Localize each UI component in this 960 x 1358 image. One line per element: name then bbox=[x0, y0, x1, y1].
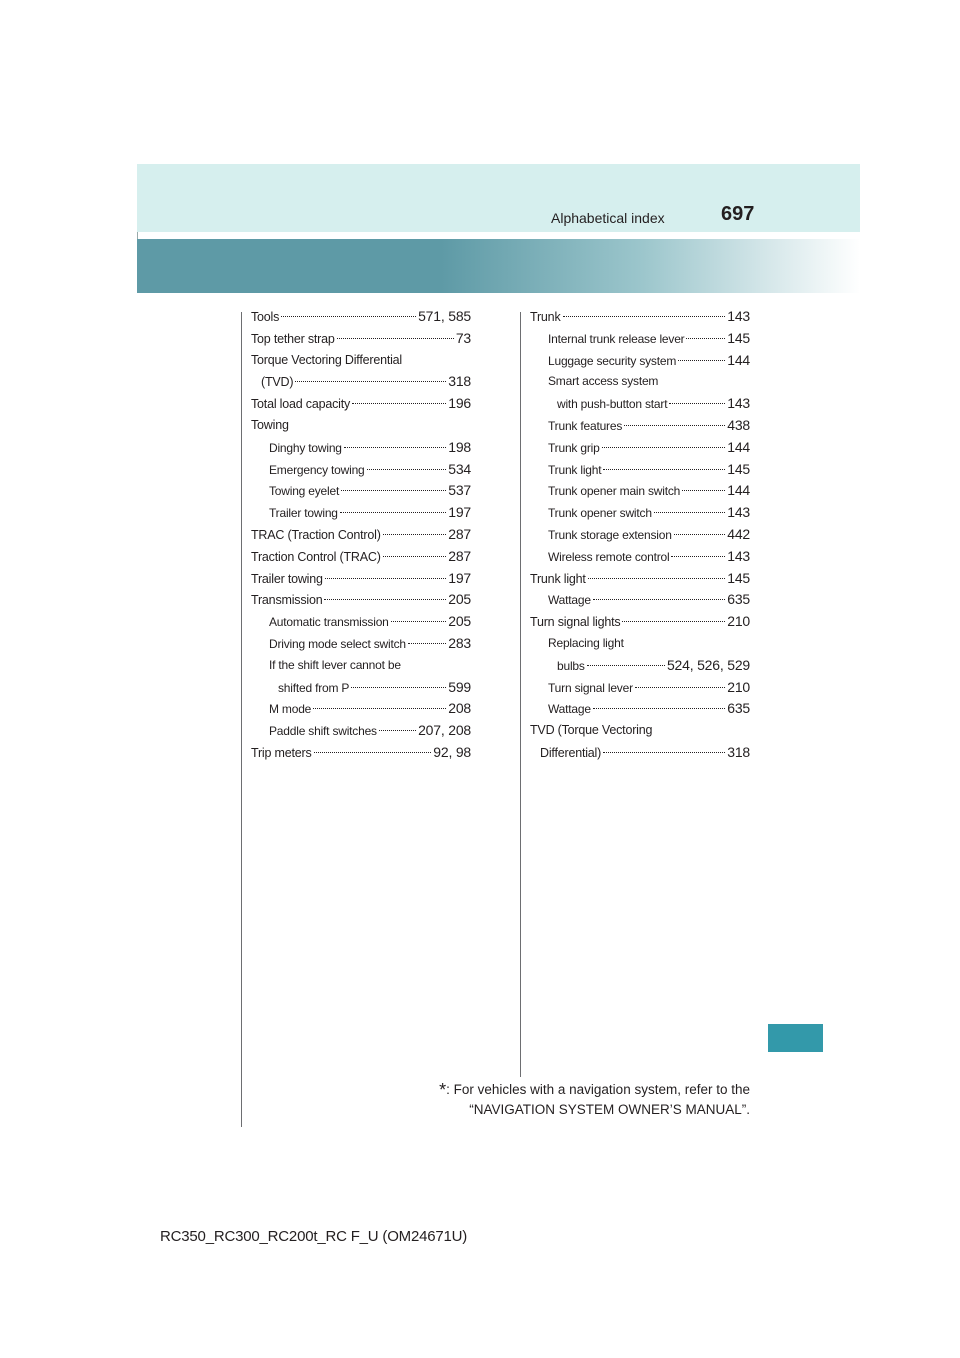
index-entry-page[interactable]: 144 bbox=[727, 351, 750, 368]
left-margin-rule bbox=[241, 312, 242, 1127]
index-entry bbox=[251, 677, 471, 699]
index-entry bbox=[251, 611, 471, 633]
index-column-right bbox=[530, 306, 750, 764]
index-entry bbox=[251, 546, 471, 568]
index-entry bbox=[530, 306, 750, 328]
index-entry-page[interactable]: 318 bbox=[727, 743, 750, 760]
index-entry bbox=[530, 568, 750, 590]
index-entry bbox=[530, 698, 750, 720]
index-entry bbox=[251, 393, 471, 415]
index-entry-page[interactable]: 287 bbox=[448, 525, 471, 542]
index-entry-text: (TVD) bbox=[261, 375, 294, 390]
index-entry-text: Turn signal lever bbox=[548, 680, 633, 695]
index-entry-text: Driving mode select switch bbox=[269, 636, 406, 651]
index-entry-text: Replacing light bbox=[548, 635, 624, 650]
index-entry-text: with push-button start bbox=[557, 397, 668, 412]
leader-dots bbox=[379, 730, 416, 731]
index-entry-page[interactable]: 635 bbox=[727, 700, 750, 717]
index-entry-page[interactable]: 145 bbox=[727, 329, 750, 346]
leader-dots bbox=[593, 599, 725, 600]
index-entry bbox=[251, 371, 471, 393]
leader-dots bbox=[588, 578, 726, 579]
index-entry bbox=[530, 720, 750, 742]
index-entry-text: Trip meters bbox=[251, 745, 312, 760]
index-entry-page[interactable]: 143 bbox=[727, 547, 750, 564]
index-entry bbox=[251, 568, 471, 590]
index-entry-page[interactable]: 210 bbox=[727, 678, 750, 695]
leader-dots bbox=[669, 403, 725, 404]
index-entry-text: Smart access system bbox=[548, 374, 659, 389]
index-entry-text: TVD (Torque Vectoring bbox=[530, 723, 653, 738]
index-entry-text: shifted from P bbox=[278, 680, 350, 695]
leader-dots bbox=[624, 425, 725, 426]
index-entry bbox=[530, 459, 750, 481]
index-entry bbox=[251, 350, 471, 372]
index-entry-page[interactable]: 198 bbox=[448, 438, 471, 455]
index-entry-text: Internal trunk release lever bbox=[548, 331, 685, 346]
model-code: RC350_RC300_RC200t_RC F_U (OM24671U) bbox=[160, 1228, 468, 1245]
index-entry-text: Transmission bbox=[251, 593, 323, 608]
index-entry-text: If the shift lever cannot be bbox=[269, 657, 401, 672]
index-entry-page[interactable]: 73 bbox=[455, 329, 471, 346]
index-entry-text: Trunk light bbox=[530, 571, 586, 586]
footnote bbox=[439, 1080, 750, 1119]
leader-dots bbox=[351, 687, 446, 688]
index-entry-text: M mode bbox=[269, 702, 312, 717]
index-entry-text: Traction Control (TRAC) bbox=[251, 549, 381, 564]
index-entry-page[interactable]: 197 bbox=[448, 504, 471, 521]
index-column-left bbox=[251, 306, 471, 764]
index-entry-page[interactable]: 207, 208 bbox=[418, 722, 471, 739]
index-entry bbox=[251, 328, 471, 350]
index-entry-text: Trunk opener switch bbox=[548, 506, 652, 521]
page-title: Alphabetical index bbox=[551, 210, 665, 226]
index-entry bbox=[530, 480, 750, 502]
index-entry-page[interactable]: 318 bbox=[448, 373, 471, 390]
index-entry bbox=[530, 546, 750, 568]
leader-dots bbox=[671, 556, 725, 557]
index-entry bbox=[251, 480, 471, 502]
footnote-line-2: “NAVIGATION SYSTEM OWNER’S MANUAL”. bbox=[469, 1102, 750, 1117]
index-entry-text: Differential) bbox=[540, 745, 602, 760]
leader-dots bbox=[674, 534, 726, 535]
index-entry-page[interactable]: 210 bbox=[727, 613, 750, 630]
index-entry bbox=[251, 655, 471, 677]
leader-dots bbox=[324, 599, 446, 600]
index-entry-page[interactable]: 205 bbox=[448, 613, 471, 630]
index-entry-text: TRAC (Traction Control) bbox=[251, 527, 381, 542]
index-entry bbox=[251, 742, 471, 764]
leader-dots bbox=[408, 643, 446, 644]
index-entry bbox=[530, 633, 750, 655]
index-entry bbox=[530, 371, 750, 393]
index-entry bbox=[251, 459, 471, 481]
index-entry bbox=[530, 502, 750, 524]
leader-dots bbox=[654, 512, 725, 513]
index-entry-page[interactable]: 537 bbox=[448, 482, 471, 499]
index-entry-page[interactable]: 145 bbox=[727, 460, 750, 477]
leader-dots bbox=[622, 621, 725, 622]
leader-dots bbox=[340, 512, 446, 513]
index-entry-text: Towing bbox=[251, 417, 289, 432]
leader-dots bbox=[603, 752, 725, 753]
index-entry-page[interactable]: 143 bbox=[727, 395, 750, 412]
index-entry-text: Towing eyelet bbox=[269, 484, 340, 499]
index-entry-text: Total load capacity bbox=[251, 397, 351, 412]
index-entry-text: Trunk storage extension bbox=[548, 527, 672, 542]
leader-dots bbox=[295, 381, 446, 382]
leader-dots bbox=[682, 490, 725, 491]
index-entry-page[interactable]: 571, 585 bbox=[418, 308, 471, 324]
column-divider bbox=[520, 312, 521, 1077]
index-entry bbox=[251, 502, 471, 524]
leader-dots bbox=[635, 687, 725, 688]
leader-dots bbox=[593, 708, 725, 709]
index-entry-text: Trunk grip bbox=[548, 440, 600, 455]
index-entry bbox=[251, 306, 471, 328]
leader-dots bbox=[383, 534, 447, 535]
leader-dots bbox=[678, 360, 725, 361]
leader-dots bbox=[383, 556, 447, 557]
header-divider bbox=[137, 232, 138, 239]
leader-dots bbox=[352, 403, 446, 404]
index-entry-page[interactable]: 145 bbox=[727, 569, 750, 586]
index-entry-page[interactable]: 144 bbox=[727, 482, 750, 499]
leader-dots bbox=[563, 316, 726, 317]
index-entry bbox=[251, 589, 471, 611]
leader-dots bbox=[313, 708, 446, 709]
index-entry-page[interactable]: 534 bbox=[448, 460, 471, 477]
index-entry-page[interactable]: 283 bbox=[448, 634, 471, 651]
page-number: 697 bbox=[721, 203, 755, 225]
leader-dots bbox=[367, 469, 447, 470]
index-entry-text: Automatic transmission bbox=[269, 615, 389, 630]
index-entry-text: Trailer towing bbox=[269, 506, 338, 521]
index-entry-text: Turn signal lights bbox=[530, 615, 621, 630]
index-entry-text: Tools bbox=[251, 310, 280, 324]
index-entry-text: Trunk features bbox=[548, 418, 623, 433]
index-entry-page[interactable]: 438 bbox=[727, 416, 750, 433]
index-entry-text: Top tether strap bbox=[251, 331, 335, 346]
index-entry-page[interactable]: 287 bbox=[448, 547, 471, 564]
leader-dots bbox=[325, 578, 446, 579]
index-entry-text: Trunk opener main switch bbox=[548, 484, 681, 499]
index-entry bbox=[251, 415, 471, 437]
leader-dots bbox=[603, 469, 725, 470]
leader-dots bbox=[344, 447, 446, 448]
index-entry bbox=[251, 698, 471, 720]
index-entry-text: Dinghy towing bbox=[269, 440, 342, 455]
index-entry-text: Emergency towing bbox=[269, 462, 365, 477]
index-entry-page[interactable]: 144 bbox=[727, 438, 750, 455]
index-entry-page[interactable]: 205 bbox=[448, 591, 471, 608]
index-entry-page[interactable]: 92, 98 bbox=[433, 743, 471, 760]
leader-dots bbox=[314, 752, 432, 753]
index-entry bbox=[251, 524, 471, 546]
index-entry-page[interactable]: 197 bbox=[448, 569, 471, 586]
leader-dots bbox=[341, 490, 446, 491]
index-entry bbox=[251, 633, 471, 655]
index-entry-text: Paddle shift switches bbox=[269, 724, 377, 739]
index-entry-page[interactable]: 196 bbox=[448, 395, 471, 412]
index-entry bbox=[530, 437, 750, 459]
index-entry-text: Luggage security system bbox=[548, 353, 677, 368]
index-entry-page[interactable]: 524, 526, 529 bbox=[666, 656, 750, 673]
leader-dots bbox=[337, 338, 454, 339]
leader-dots bbox=[587, 665, 665, 666]
index-entry-page[interactable]: 143 bbox=[727, 308, 750, 324]
footnote-line-1: : For vehicles with a navigation system, refer to the bbox=[446, 1082, 750, 1097]
index-entry bbox=[530, 589, 750, 611]
decorative-gradient-band bbox=[137, 239, 860, 293]
index-entry-text: Trunk light bbox=[548, 462, 602, 477]
index-entry bbox=[530, 350, 750, 372]
index-entry-text: Wattage bbox=[548, 702, 591, 717]
index-entry bbox=[530, 393, 750, 415]
index-entry bbox=[251, 720, 471, 742]
index-entry bbox=[251, 437, 471, 459]
index-entry bbox=[530, 328, 750, 350]
leader-dots bbox=[391, 621, 447, 622]
index-entry-page[interactable]: 143 bbox=[727, 504, 750, 521]
leader-dots bbox=[686, 338, 725, 339]
index-entry-text: Torque Vectoring Differential bbox=[251, 352, 403, 367]
index-entry bbox=[530, 415, 750, 437]
index-entry-text: bulbs bbox=[557, 658, 585, 673]
index-entry bbox=[530, 742, 750, 764]
index-entry bbox=[530, 611, 750, 633]
index-entry bbox=[530, 655, 750, 677]
footnote-star: * bbox=[439, 1080, 447, 1100]
index-entry-text: Wattage bbox=[548, 593, 591, 608]
index-entry-text: Trunk bbox=[530, 310, 561, 324]
index-entry-text: Trailer towing bbox=[251, 571, 323, 586]
leader-dots bbox=[281, 316, 416, 317]
index-entry-page[interactable]: 599 bbox=[448, 678, 471, 695]
index-entry-text: Wireless remote control bbox=[548, 549, 670, 564]
index-entry-page[interactable]: 635 bbox=[727, 591, 750, 608]
index-entry bbox=[530, 677, 750, 699]
index-entry-page[interactable]: 442 bbox=[727, 525, 750, 542]
leader-dots bbox=[602, 447, 726, 448]
index-entry-page[interactable]: 208 bbox=[448, 700, 471, 717]
index-entry bbox=[530, 524, 750, 546]
section-tab bbox=[768, 1024, 823, 1052]
